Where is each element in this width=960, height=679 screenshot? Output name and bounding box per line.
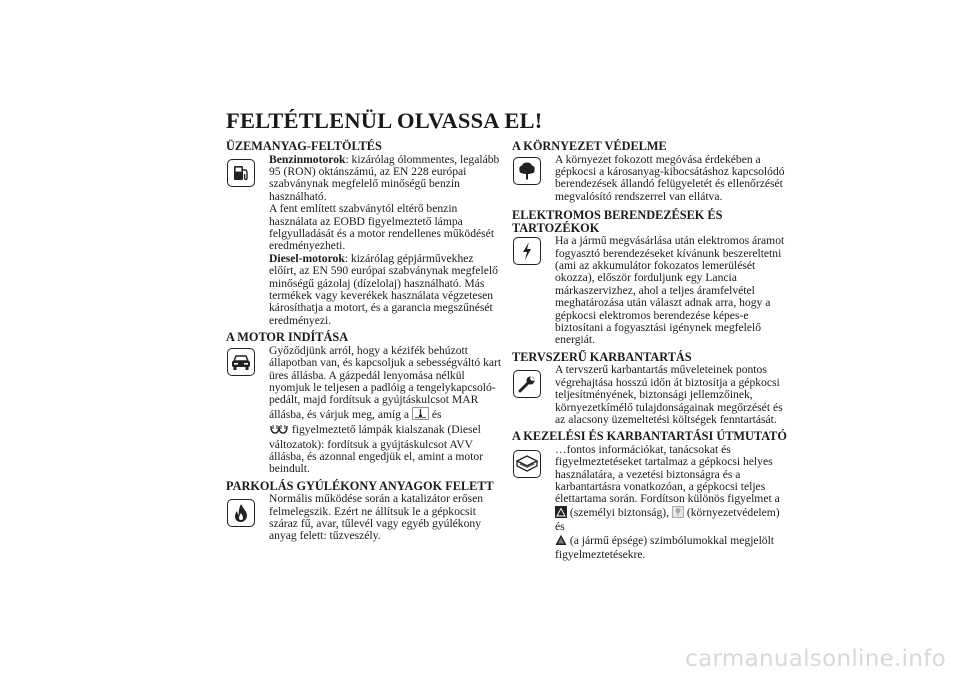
section-heading-environment: A KÖRNYEZET VÉDELME	[512, 139, 667, 153]
section-manual	[512, 430, 788, 561]
personal-safety-warning-icon	[555, 506, 567, 521]
right-column	[512, 140, 788, 565]
fuel-pump-icon	[227, 159, 255, 187]
engine-start-text-c: figyelmeztető lámpák kialszanak (Diesel változatok): fordítsuk a gyújtáskulcsot AVV állásba, és azonnal engedjük el, amint a motor beindult.	[269, 423, 484, 476]
environment-warning-icon	[672, 506, 684, 521]
engine-start-text-b: és	[431, 407, 442, 421]
section-environment	[512, 140, 788, 203]
section-heading-engine-start: A MOTOR INDÍTÁSA	[226, 330, 349, 345]
petrol-label: Benzinmotorok	[269, 152, 346, 166]
manual-text-a: …fontos információkat, tanácsokat és figyelmeztetéseket tartalmaz a gépkocsi helyes használatára, a vezetési biztonságra és a karbantartásra vonatkozóan, a gépkocsi teljes élettartama során. Fordítson különös figyelmet a	[555, 442, 780, 506]
section-heading-electrical: ELEKTROMOS BERENDEZÉSEK ÉS TARTOZÉKOK	[512, 208, 723, 235]
parking-text	[269, 493, 502, 543]
glow-plug-icon	[269, 423, 289, 438]
maintenance-paragraph: A tervszerű karbantartás műveleteinek pontos végrehajtása hosszú időn át biztosítja a gépkocsi teljesítményének, biztonsági jellemzőinek, környezetkímélő tulajdonságainak megőrzését és az alacsony üzemeltetési költségek fenntartását.	[555, 363, 783, 426]
maintenance-text	[555, 364, 788, 426]
section-engine-start	[226, 331, 502, 476]
section-electrical	[512, 209, 788, 347]
electrical-text	[555, 235, 788, 347]
diesel-label: Diesel-motorok	[269, 251, 345, 265]
section-heading-parking: PARKOLÁS GYÚLÉKONY ANYAGOK FELETT	[226, 478, 494, 493]
book-icon	[513, 450, 541, 478]
coolant-temperature-icon	[412, 407, 429, 423]
petrol-text: : kizárólag ólommentes, legalább 95 (RON) oktánszámú, az EN 228 európai szabványnak megfelelő minőségű benzin használható.	[269, 152, 500, 203]
parking-paragraph: Normális működése során a katalizátor erősen felmelegszik. Ezért ne állítsuk le a gépkocsit száraz fű, avar, tűlevél vagy egyéb gyúlékony anyag felett: tűzveszély.	[269, 492, 484, 543]
section-heading-maintenance: TERVSZERŰ KARBANTARTÁS	[512, 349, 692, 364]
section-heading-fuel: ÜZEMANYAG-FELTÖLTÉS	[226, 139, 382, 153]
diesel-text: : kizárólag gépjárművekhez előírt, az EN 590 európai szabványnak megfelelő minőségű gázolaj (dízelolaj) használható. Más termékek vagy keverékek használata végzetesen károsíthatja a motort, és a garancia megszűnését eredményezi.	[269, 251, 498, 327]
fuel-text	[269, 154, 502, 328]
car-icon	[227, 348, 255, 376]
vehicle-integrity-warning-icon	[555, 534, 567, 549]
manual-text-c: (környezetvédelem) és	[555, 505, 780, 534]
electrical-paragraph: Ha a jármű megvásárlása után elektromos áramot fogyasztó berendezéseket kívánunk beszereltetni (ami az akkumulátor fokozatos lemerülését okozza), először forduljunk egy Lancia márkaszervizhez, ahol a teljes áramfelvétel meghatározása után választ adnak arra, hogy a gépkocsi elektromos berendezése képes-e biztosítani a fogyasztási igénynek megfelelő energiát.	[555, 234, 785, 347]
manual-text-b: (személyi biztonság),	[569, 505, 670, 519]
flame-icon	[227, 499, 255, 527]
section-maintenance	[512, 351, 788, 427]
section-heading-manual: A KEZELÉSI ÉS KARBANTARTÁSI ÚTMUTATÓ	[512, 429, 787, 444]
lightning-icon	[513, 237, 541, 265]
eobd-text: A fent említett szabványtól eltérő benzin használata az EOBD figyelmeztető lámpa felgyulladását és a motor rendellenes működését eredményezheti.	[269, 202, 495, 253]
engine-start-text	[269, 345, 502, 476]
section-fuel	[226, 140, 502, 327]
left-column	[226, 140, 502, 547]
manual-text	[555, 444, 788, 562]
environment-text	[555, 154, 788, 204]
section-parking	[226, 480, 502, 543]
manual-text-d: (a jármű épsége) szimbólumokkal megjelölt figyelmeztetésekre.	[555, 533, 775, 562]
tree-icon	[513, 157, 541, 185]
page-title: FELTÉTLENÜL OLVASSA EL!	[226, 108, 543, 133]
engine-start-text-a: Győződjünk arról, hogy a kézifék behúzott állapotban van, és kapcsoljuk a sebességváltó kart üres állásba. A gázpedál lenyomása nélkül nyomjuk le teljesen a padlóig a tengelykapcsoló-pedált, majd fordítsuk a gyújtáskulcsot MAR állásba, és várjuk meg, amíg a	[269, 343, 502, 421]
watermark: carmanualsonline.info	[685, 646, 946, 672]
environment-paragraph: A környezet fokozott megóvása érdekében a gépkocsi a károsanyag-kibocsátáshoz kapcsolódó berendezések állandó felügyeletét és ellenőrzését megvalósító rendszerrel van ellátva.	[555, 152, 785, 203]
wrench-icon	[513, 370, 541, 398]
